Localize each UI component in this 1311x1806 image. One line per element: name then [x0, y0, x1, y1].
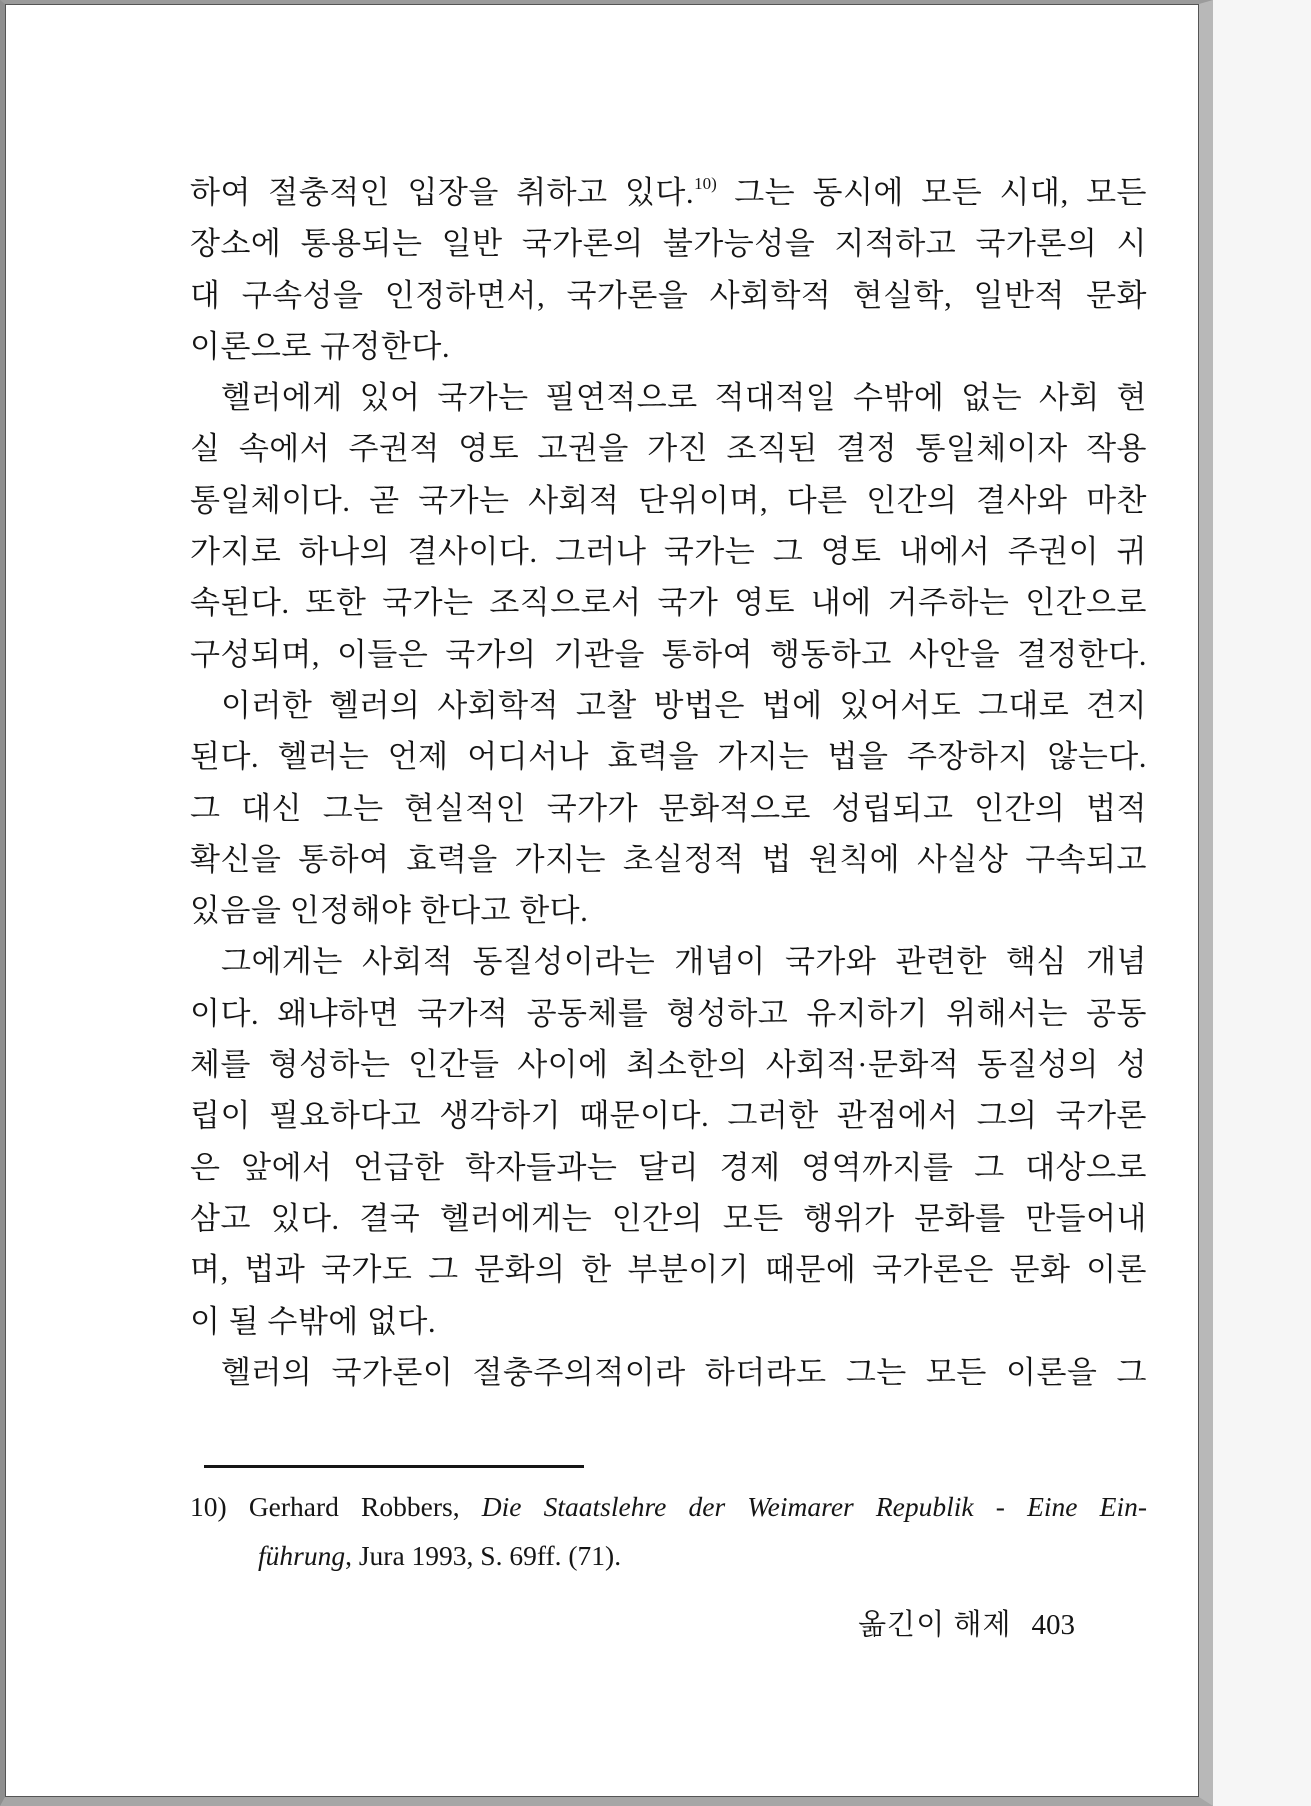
body-text-line	[190, 423, 1147, 474]
footnote-reference-marker: 10)	[694, 174, 717, 193]
text-segment: 립이 필요하다고 생각하기 때문이다. 그러한 관점에서 그의 국가론	[190, 1098, 1147, 1134]
text-segment: 이러한 헬러의 사회학적 고찰 방법은 법에 있어서도 그대로 견지	[221, 687, 1147, 723]
text-segment: 이다. 왜냐하면 국가적 공동체를 형성하고 유지하기 위해서는 공동	[190, 995, 1147, 1031]
text-segment: 10) Gerhard Robbers,	[190, 1491, 482, 1522]
text-segment: 삼고 있다. 결국 헬러에게는 인간의 모든 행위가 문화를 만들어내	[190, 1200, 1147, 1236]
body-text-line	[190, 218, 1147, 269]
text-segment: 며, 법과 국가도 그 문화의 한 부분이기 때문에 국가론은 문화 이론	[190, 1252, 1147, 1288]
text-segment: 대 구속성을 인정하면서, 국가론을 사회학적 현실학, 일반적 문화	[190, 277, 1147, 313]
body-text-line	[190, 885, 1147, 936]
body-text-line	[190, 372, 1147, 423]
footnote-separator	[204, 1465, 584, 1468]
body-text-line	[190, 475, 1147, 526]
text-segment: 헬러에게 있어 국가는 필연적으로 적대적일 수밖에 없는 사회 현	[221, 380, 1147, 416]
body-text-line	[190, 680, 1147, 731]
footnote-line	[190, 1531, 1147, 1580]
body-text-line	[190, 1193, 1147, 1244]
text-segment: 실 속에서 주권적 영토 고권을 가진 조직된 결정 통일체이자 작용	[190, 431, 1147, 467]
body-text-line	[190, 1244, 1147, 1295]
footnote-line	[190, 1482, 1147, 1531]
footer-section-label: 옮긴이 해제	[858, 1609, 1012, 1641]
body-text-line	[190, 629, 1147, 680]
body-text-line	[190, 1142, 1147, 1193]
body-text-line	[190, 1039, 1147, 1090]
text-segment: 이 될 수밖에 없다.	[190, 1303, 437, 1339]
text-segment: 장소에 통용되는 일반 국가론의 불가능성을 지적하고 국가론의 시	[190, 226, 1147, 262]
body-text-line	[190, 577, 1147, 628]
footnote-block	[190, 1482, 1147, 1580]
page-number: 403	[1031, 1609, 1075, 1641]
running-footer	[190, 1602, 1075, 1643]
body-text-line	[190, 1296, 1147, 1347]
text-segment: 있음을 인정해야 한다고 한다.	[190, 893, 589, 929]
text-segment: 하여 절충적인 입장을 취하고 있다.	[190, 175, 695, 210]
book-title-italic: führung	[258, 1540, 346, 1571]
text-segment: 체를 형성하는 인간들 사이에 최소한의 사회적·문화적 동질성의 성	[190, 1047, 1147, 1083]
text-segment: 가지로 하나의 결사이다. 그러나 국가는 그 영토 내에서 주권이 귀	[190, 534, 1147, 570]
text-segment: 헬러의 국가론이 절충주의적이라 하더라도 그는 모든 이론을 그	[221, 1354, 1147, 1390]
body-text-line	[190, 321, 1147, 372]
body-text-line	[190, 526, 1147, 577]
body-text-line	[190, 988, 1147, 1039]
body-text-line	[190, 167, 1147, 218]
text-segment: 그에게는 사회적 동질성이라는 개념이 국가와 관련한 핵심 개념	[221, 944, 1147, 980]
body-text-line	[190, 270, 1147, 321]
text-segment: 된다. 헬러는 언제 어디서나 효력을 가지는 법을 주장하지 않는다.	[190, 739, 1147, 775]
body-text-line	[190, 731, 1147, 782]
text-segment: 그 대신 그는 현실적인 국가가 문화적으로 성립되고 인간의 법적	[190, 790, 1147, 826]
body-text-line	[190, 1090, 1147, 1141]
body-text-line	[190, 936, 1147, 987]
body-text-line	[190, 1347, 1147, 1398]
body-text-line	[190, 783, 1147, 834]
text-segment: , Jura 1993, S. 69ff. (71).	[345, 1540, 622, 1571]
book-title-italic: Die Staatslehre der Weimarer Republik - Eine Ein-	[481, 1491, 1147, 1522]
text-segment: 통일체이다. 곧 국가는 사회적 단위이며, 다른 인간의 결사와 마찬	[190, 482, 1147, 518]
body-text-block	[190, 167, 1147, 1398]
text-segment: 확신을 통하여 효력을 가지는 초실정적 법 원칙에 사실상 구속되고	[190, 841, 1147, 877]
text-segment: 속된다. 또한 국가는 조직으로서 국가 영토 내에 거주하는 인간으로	[190, 585, 1147, 621]
text-segment: 구성되며, 이들은 국가의 기관을 통하여 행동하고 사안을 결정한다.	[190, 636, 1147, 672]
text-segment: 은 앞에서 언급한 학자들과는 달리 경제 영역까지를 그 대상으로	[190, 1149, 1147, 1185]
text-segment: 이론으로 규정한다.	[190, 328, 451, 364]
body-text-line	[190, 834, 1147, 885]
text-segment: 그는 동시에 모든 시대, 모든	[716, 175, 1147, 210]
